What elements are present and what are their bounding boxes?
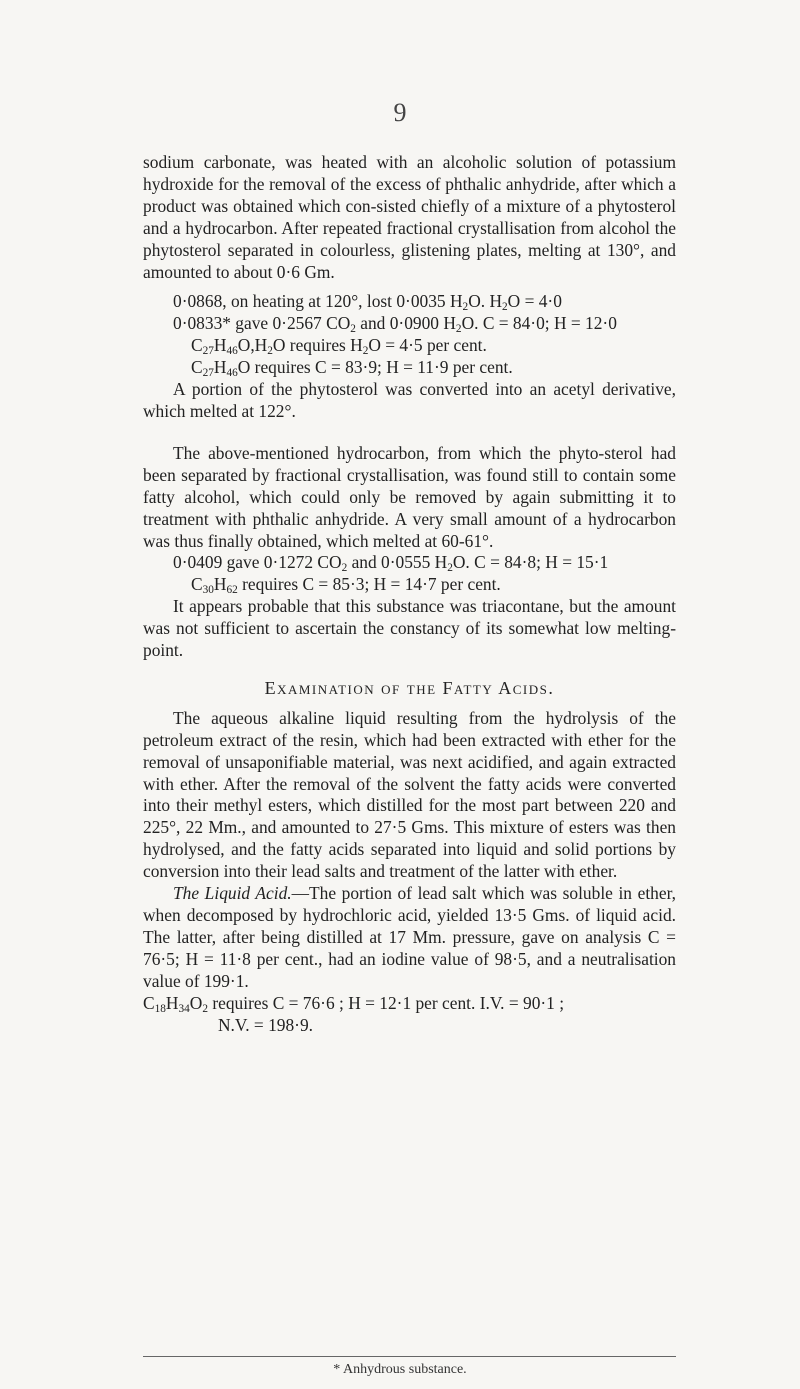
footnote-rule: [143, 1356, 676, 1357]
paragraph-fatty-acids: The aqueous alkaline liquid resulting from the hydrolysis of the petroleum extract of the resin, which had been extracted with ether for the removal of unsaponifiable material, was next acidified, and again extracted with ether. After the removal of the solvent the fatty acids were converted into their methyl esters, which distilled for the most part between 220 and 225°, 22 Mm., and amounted to 27·5 Gms. This mixture of esters was then hydrolysed, and the fatty acids separated into liquid and solid portions by conversion into their lead salts and treatment of the latter with ether.: [143, 707, 676, 882]
formula-line: 0·0833* gave 0·2567 $CO_2$ and 0·0900 $H_2O$. C = 84·0; H = 12·0: [173, 313, 617, 336]
formula-block-hydrocarbon: [143, 552, 676, 596]
formula-block-phytosterol: [143, 291, 676, 379]
formula-line: $C_{27}H_{46}O,H_2O$ requires $H_2O = 4\cdot 5$ per cent.: [191, 335, 487, 358]
footnote: * Anhydrous substance.: [333, 1362, 467, 1377]
formula-line: 0·0409 gave 0·1272 $CO_2$ and 0·0555 $H_2O$. C = 84·8; H = 15·1: [173, 552, 609, 575]
paragraph-hydrocarbon: The above-mentioned hydrocarbon, from which the phyto-sterol had been separated by fractional crystallisation, was found still to contain some fatty alcohol, which could only be removed by again submitting it to treatment with phthalic anhydride. A very small amount of a hydrocarbon was thus finally obtained, which melted at 60-61°.: [143, 442, 676, 551]
paragraph-liquid-acid: The Liquid Acid.—The portion of lead salt which was soluble in ether, when decomposed by hydrochloric acid, yielded 13·5 Gms. of liquid acid. The latter, after being distilled at 17 Mm. pressure, gave on analysis C = 76·5; H = 11·8 per cent., had an iodine value of 98·5, and a neutralisation value of 199·1.: [143, 883, 677, 991]
formula-line: $C_{27}H_{46}O$ requires C = 83·9; H = 11·9 per cent.: [191, 357, 513, 379]
formula-line: $C_{30}H_{62}$ requires C = 85·3; H = 14·7 per cent.: [191, 574, 501, 597]
page-number: 9: [393, 98, 407, 127]
liquid-acid-title: The Liquid Acid.: [173, 883, 292, 904]
paragraph-acetyl-derivative: A portion of the phytosterol was converted into an acetyl derivative, which melted at 122°.: [143, 379, 676, 421]
paragraph-phytosterol-separation: sodium carbonate, was heated with an alcoholic solution of potassium hydroxide for the removal of the excess of phthalic anhydride, after which a product was obtained which con-sisted chiefly of a mixture of a phytosterol and a hydrocarbon. After repeated fractional crystallisation from alcohol the phytosterol separated in colourless, glistening plates, melting at 130°, and amounted to about 0·6 Gm.: [143, 152, 676, 282]
paragraph-triacontane: It appears probable that this substance was triacontane, but the amount was not sufficient to ascertain the constancy of its somewhat low melting-point.: [143, 596, 676, 661]
section-heading: Examination of the Fatty Acids.: [264, 677, 555, 698]
formula-line: 0·0868, on heating at 120°, lost 0·0035 $H_2O$. $H_2O = 4\cdot 0$: [173, 291, 562, 314]
page-body: [143, 152, 676, 1036]
formula-line: $C_{18}H_{34}O_2$ requires C = 76·6 ; H = 12·1 per cent. I.V. = 90·1 ;: [143, 992, 565, 1015]
formula-block-liquid-acid: [143, 993, 676, 1037]
formula-line: N.V. = 198·9.: [218, 1014, 313, 1035]
